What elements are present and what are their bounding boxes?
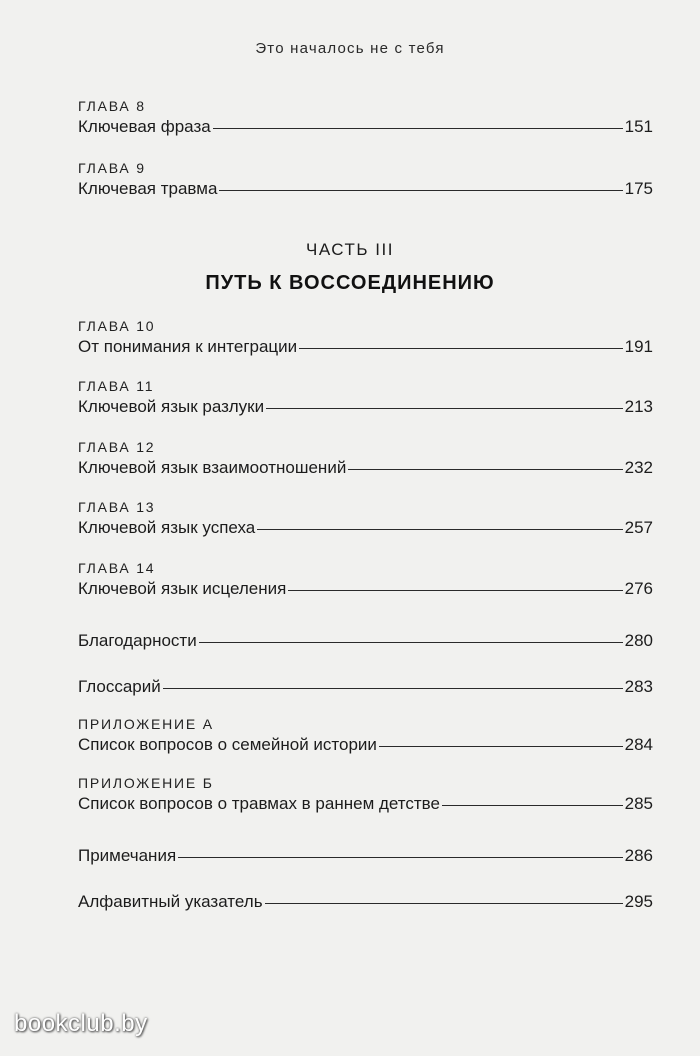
leader-line (257, 529, 622, 530)
entry-title: Глоссарий (78, 677, 161, 696)
entry-title: Благодарности (78, 631, 197, 650)
entry-page: 232 (624, 458, 653, 477)
toc-entry (78, 96, 653, 138)
leader-line (442, 805, 623, 806)
toc-entry (78, 558, 653, 600)
entry-page: 295 (624, 892, 653, 911)
entry-title: Список вопросов о семейной истории (78, 735, 377, 754)
entry-label: ГЛАВА 11 (78, 378, 155, 394)
leader-line (265, 903, 623, 904)
leader-line (178, 857, 622, 858)
entry-page: 280 (624, 631, 653, 650)
running-head: Это началось не с тебя (255, 40, 445, 57)
entry-label: ПРИЛОЖЕНИЕ А (78, 716, 214, 732)
toc-entry (78, 891, 653, 913)
entry-title: Ключевой язык успеха (78, 518, 256, 537)
leader-line (379, 746, 623, 747)
toc-entry (78, 845, 653, 867)
entry-label: ГЛАВА 14 (78, 560, 156, 576)
toc-entry (78, 773, 653, 815)
toc-entry (78, 437, 653, 479)
leader-line (266, 408, 623, 409)
entry-title: Примечания (78, 846, 177, 865)
leader-line (213, 128, 623, 129)
entry-page: 286 (624, 846, 653, 865)
entry-page: 285 (624, 794, 653, 813)
toc-entry (78, 497, 653, 539)
entry-title: Ключевой язык разлуки (78, 397, 265, 416)
part-title: ПУТЬ К ВОССОЕДИНЕНИЮ (205, 272, 495, 294)
entry-title: Алфавитный указатель (78, 892, 263, 911)
entry-label: ГЛАВА 9 (78, 160, 146, 176)
entry-page: 191 (624, 337, 653, 356)
entry-label: ПРИЛОЖЕНИЕ Б (78, 775, 214, 791)
entry-page: 276 (624, 579, 653, 598)
entry-title: Ключевой язык исцеления (78, 579, 287, 598)
toc-entry (78, 714, 653, 756)
leader-line (219, 190, 622, 191)
entry-title: Ключевая фраза (78, 117, 211, 136)
leader-line (348, 469, 622, 470)
entry-label: ГЛАВА 13 (78, 499, 156, 515)
entry-title: Ключевой язык взаимоотношений (78, 458, 347, 477)
entry-title: От понимания к интеграции (78, 337, 298, 356)
leader-line (163, 688, 623, 689)
leader-line (288, 590, 622, 591)
watermark: bookclub.by (14, 1010, 148, 1037)
entry-page: 175 (624, 179, 653, 198)
entry-page: 213 (624, 397, 653, 416)
toc-entry (78, 158, 653, 200)
entry-page: 283 (624, 677, 653, 696)
toc-entry (78, 376, 653, 418)
toc-entry (78, 630, 653, 652)
leader-line (299, 348, 622, 349)
entry-page: 284 (624, 735, 653, 754)
toc-entry (78, 316, 653, 358)
entry-title: Список вопросов о травмах в раннем детстве (78, 794, 440, 813)
entry-label: ГЛАВА 12 (78, 439, 156, 455)
toc-entry (78, 676, 653, 698)
leader-line (199, 642, 623, 643)
entry-page: 257 (624, 518, 653, 537)
part-label: ЧАСТЬ III (306, 240, 394, 259)
entry-label: ГЛАВА 8 (78, 98, 146, 114)
entry-label: ГЛАВА 10 (78, 318, 156, 334)
entry-page: 151 (624, 117, 653, 136)
entry-title: Ключевая травма (78, 179, 218, 198)
